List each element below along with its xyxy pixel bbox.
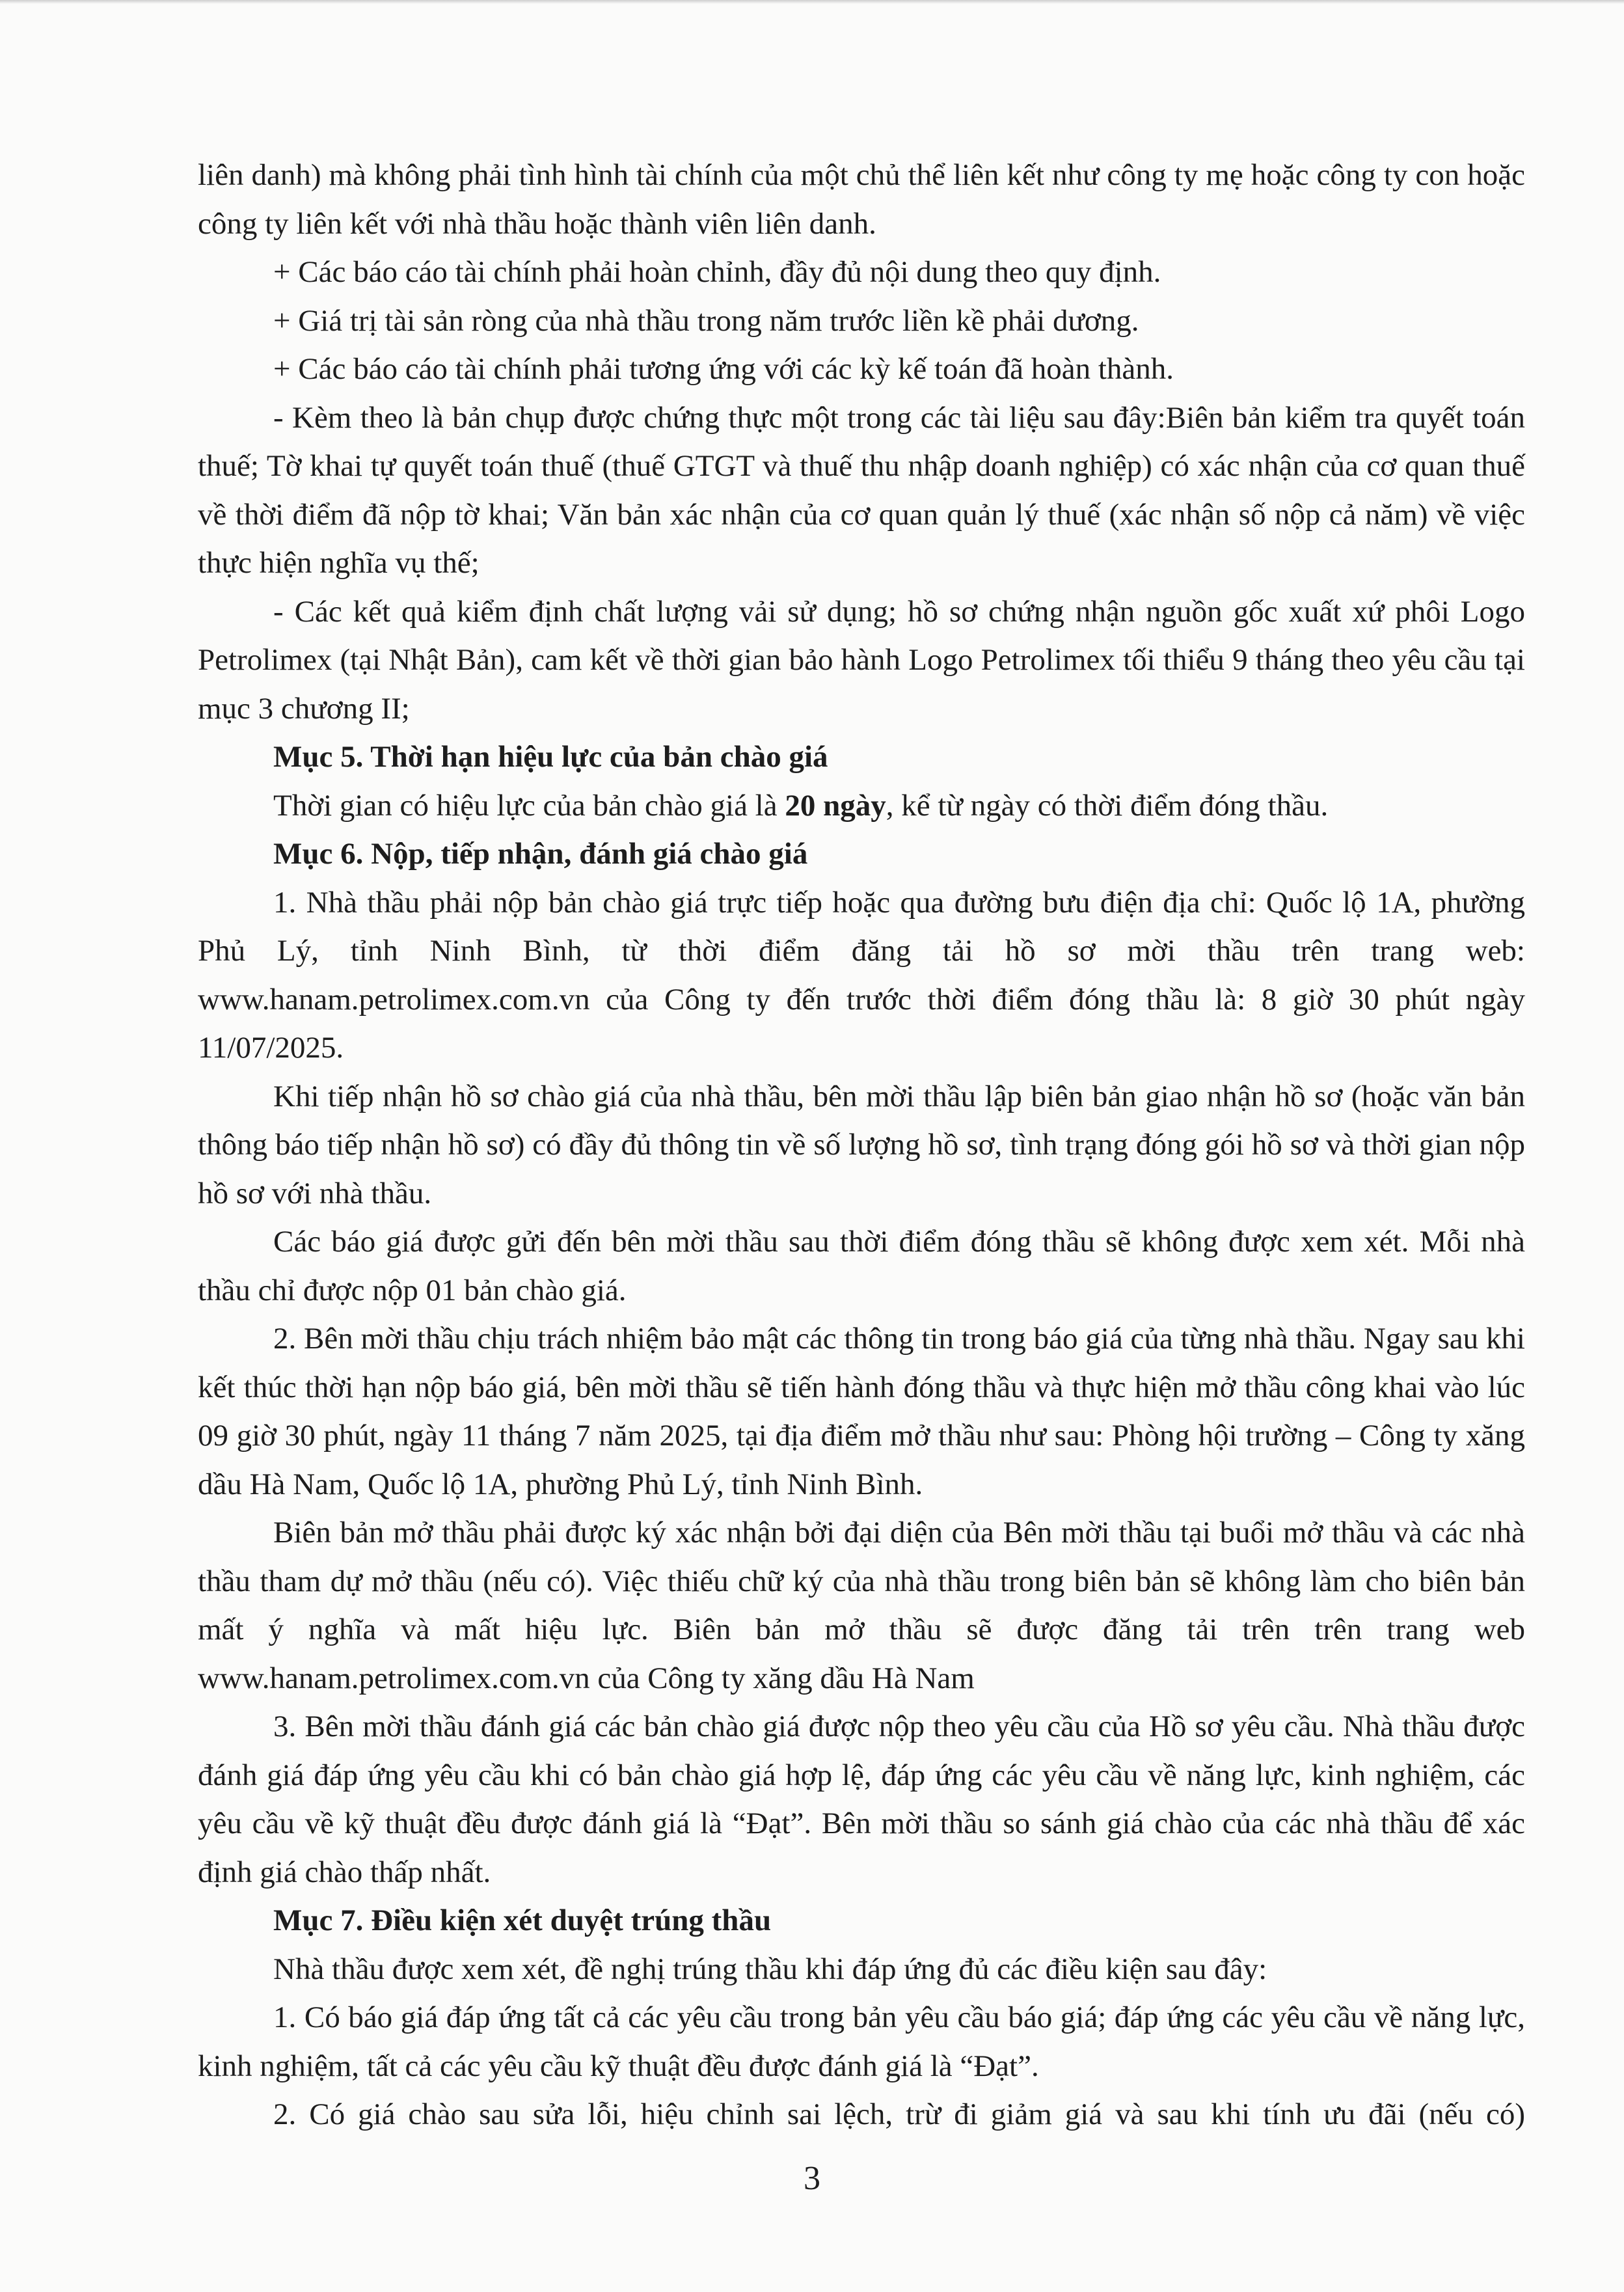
paragraph: - Các kết quả kiểm định chất lượng vải sử dụng; hồ sơ chứng nhận nguồn gốc xuất xứ phôi Logo Petrolimex (tại Nhật Bản), cam kết về thời gian bảo hành Logo Petrolimex tối thiểu 9 tháng theo yêu cầu tại mục 3 chương II; [198, 594, 1525, 726]
paragraph: Các báo giá được gửi đến bên mời thầu sau thời điểm đóng thầu sẽ không được xem xét. Mỗi nhà thầu chỉ được nộp 01 bản chào giá. [198, 1225, 1525, 1307]
paragraph: Biên bản mở thầu phải được ký xác nhận bởi đại diện của Bên mời thầu tại buổi mở thầu và các nhà thầu tham dự mở thầu (nếu có). Việc thiếu chữ ký của nhà thầu trong biên bản sẽ không làm cho biên bản mất ý nghĩa và mất hiệu lực. Biên bản mở thầu sẽ được đăng tải trên trên trang web www.hanam.petrolimex.com.vn của Công ty xăng dầu Hà Nam [198, 1516, 1525, 1695]
scan-edge [0, 0, 1624, 4]
paragraph: Khi tiếp nhận hồ sơ chào giá của nhà thầu, bên mời thầu lập biên bản giao nhận hồ sơ (hoặc văn bản thông báo tiếp nhận hồ sơ) có đầy đủ thông tin về số lượng hồ sơ, tình trạng đóng gói hồ sơ và thời gian nộp hồ sơ với nhà thầu. [198, 1079, 1525, 1210]
paragraph: + Giá trị tài sản ròng của nhà thầu trong năm trước liền kề phải dương. [273, 303, 1139, 338]
paragraph: Nhà thầu được xem xét, đề nghị trúng thầu khi đáp ứng đủ các điều kiện sau đây: [273, 1952, 1267, 1986]
section-heading-7: Mục 7. Điều kiện xét duyệt trúng thầu [273, 1903, 772, 1937]
paragraph: + Các báo cáo tài chính phải tương ứng với các kỳ kế toán đã hoàn thành. [273, 352, 1174, 386]
paragraph [198, 782, 1525, 830]
text-run: Thời gian có hiệu lực của bản chào giá là [273, 788, 785, 823]
paragraph: 2. Bên mời thầu chịu trách nhiệm bảo mật các thông tin trong báo giá của từng nhà thầu. Ngay sau khi kết thúc thời hạn nộp báo giá, bên mời thầu sẽ tiến hành đóng thầu và thực hiện mở thầu công khai vào lúc 09 giờ 30 phút, ngày 11 tháng 7 năm 2025, tại địa điểm mở thầu như sau: Phòng hội trường – Công ty xăng dầu Hà Nam, Quốc lộ 1A, phường Phủ Lý, tỉnh Ninh Bình. [198, 1322, 1525, 1501]
paragraph: 1. Nhà thầu phải nộp bản chào giá trực tiếp hoặc qua đường bưu điện địa chỉ: Quốc lộ 1A, phường Phủ Lý, tỉnh Ninh Bình, từ thời điểm đăng tải hồ sơ mời thầu trên trang web: www.hanam.petrolimex.com.vn của Công ty đến trước thời điểm đóng thầu là: 8 giờ 30 phút ngày 11/07/2025. [198, 885, 1525, 1065]
paragraph: 1. Có báo giá đáp ứng tất cả các yêu cầu trong bản yêu cầu báo giá; đáp ứng các yêu cầu về năng lực, kinh nghiệm, tất cả các yêu cầu kỹ thuật đều được đánh giá là “Đạt”. [198, 2000, 1525, 2083]
section-heading-5: Mục 5. Thời hạn hiệu lực của bản chào giá [273, 740, 828, 774]
paragraph: liên danh) mà không phải tình hình tài chính của một chủ thể liên kết như công ty mẹ hoặc công ty con hoặc công ty liên kết với nhà thầu hoặc thành viên liên danh. [198, 158, 1525, 241]
bold-duration: 20 ngày [785, 788, 886, 823]
section-heading-6: Mục 6. Nộp, tiếp nhận, đánh giá chào giá [273, 837, 808, 871]
paragraph: + Các báo cáo tài chính phải hoàn chỉnh, đầy đủ nội dung theo quy định. [273, 255, 1161, 289]
paragraph: 3. Bên mời thầu đánh giá các bản chào giá được nộp theo yêu cầu của Hồ sơ yêu cầu. Nhà thầu được đánh giá đáp ứng yêu cầu khi có bản chào giá hợp lệ, đáp ứng các yêu cầu về năng lực, kinh nghiệm, các yêu cầu về kỹ thuật đều được đánh giá là “Đạt”. Bên mời thầu so sánh giá chào của các nhà thầu để xác định giá chào thấp nhất. [198, 1710, 1525, 1889]
paragraph: 2. Có giá chào sau sửa lỗi, hiệu chỉnh sai lệch, trừ đi giảm giá và sau khi tính ưu đãi (nếu có) [273, 2097, 1525, 2131]
document-body [198, 151, 1525, 2139]
page-number: 3 [804, 2160, 820, 2197]
paragraph: - Kèm theo là bản chụp được chứng thực một trong các tài liệu sau đây:Biên bản kiểm tra quyết toán thuế; Tờ khai tự quyết toán thuế (thuế GTGT và thuế thu nhập doanh nghiệp) có xác nhận của cơ quan thuế về thời điểm đã nộp tờ khai; Văn bản xác nhận của cơ quan quản lý thuế (xác nhận số nộp cả năm) về việc thực hiện nghĩa vụ thế; [198, 400, 1525, 580]
text-run: , kể từ ngày có thời điểm đóng thầu. [886, 788, 1329, 823]
